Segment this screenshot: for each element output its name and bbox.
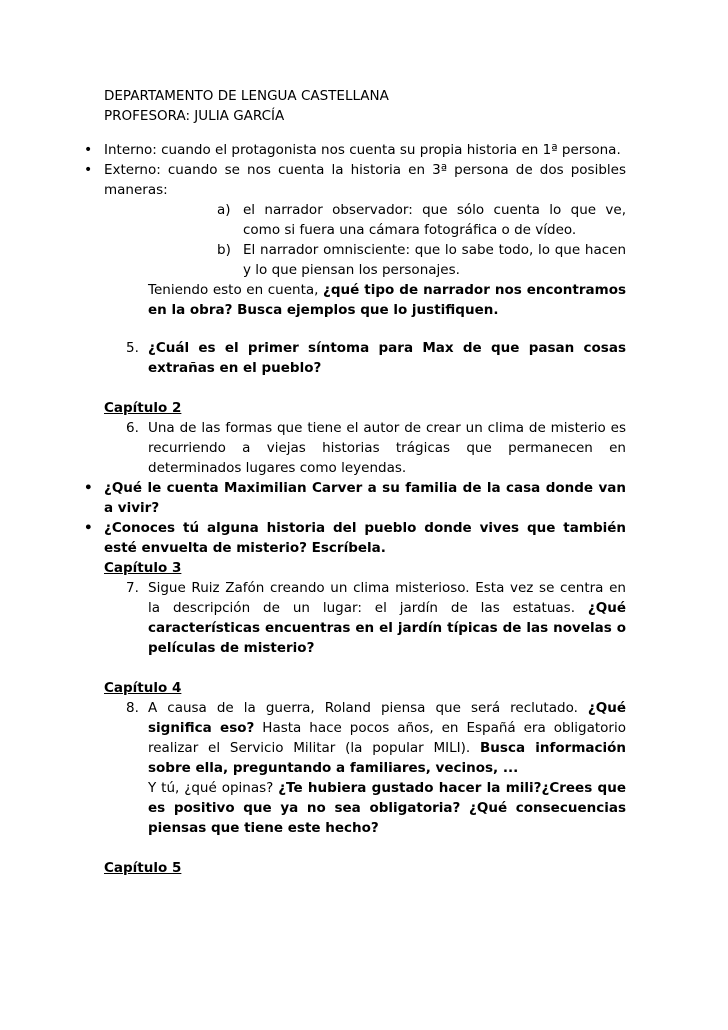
question-8: 8. A causa de la guerra, Roland piensa que será reclutado. ¿Qué significa eso? Hasta hace pocos años, en Españá era obligatorio realizar el Servicio Militar (la popular MILI). Busca información sobre ella, preguntando a familiares, vecinos, ... [126, 700, 627, 776]
chapter-2-bullet-1: • ¿Qué le cuenta Maximilian Carver a su familia de la casa donde van a vivir? [104, 478, 626, 518]
question-8-opinion: Y tú, ¿qué opinas? ¿Te hubiera gustado hacer la mili?¿Crees que es positivo que ya no sea obligatoria? ¿Qué consecuencias piensas que tiene este hecho? [148, 780, 626, 836]
narrator-bullet-internal: • Interno: cuando el protagonista nos cuenta su propia historia en 1ª persona. [104, 140, 626, 160]
narrator-types-list [104, 140, 626, 200]
narrator-subitem-observer: a) el narrador observador: que sólo cuenta lo que ve, como si fuera una cámara fotográfica o de vídeo. [217, 202, 626, 238]
question-narrator: Teniendo esto en cuenta, ¿qué tipo de narrador nos encontramos en la obra? Busca ejemplos que lo justifiquen. [148, 282, 627, 318]
chapter-2-bullet-2: • ¿Conoces tú alguna historia del pueblo donde vives que también esté envuelta de misterio? Escríbela. [104, 518, 626, 558]
chapter-5-heading: Capítulo 5 [104, 860, 182, 876]
narrator-subtypes-list [104, 200, 626, 280]
narrator-bullet-external: • Externo: cuando se nos cuenta la historia en 3ª persona de dos posibles maneras: [104, 160, 626, 200]
question-7: 7. Sigue Ruiz Zafón creando un clima misterioso. Esta vez se centra en la descripción de un lugar: el jardín de las estatuas. ¿Qué características encuentras en el jardín típicas de las novelas o películas de misterio? [126, 580, 626, 656]
chapter-4-heading: Capítulo 4 [104, 680, 182, 696]
teacher-line: PROFESORA: JULIA GARCÍA [104, 108, 285, 124]
document-page [104, 86, 626, 878]
question-5: 5. ¿Cuál es el primer síntoma para Max de que pasan cosas extrañas en el pueblo? [126, 340, 626, 376]
question-6: 6. Una de las formas que tiene el autor de crear un clima de misterio es recurriendo a viejas historias trágicas que permanecen en determinados lugares como leyendas. [126, 420, 626, 476]
narrator-subitem-omniscient: b) El narrador omnisciente: que lo sabe todo, lo que hacen y lo que piensan los personajes. [217, 242, 626, 278]
department-line: DEPARTAMENTO DE LENGUA CASTELLANA [104, 88, 389, 104]
chapter-2-bullets [104, 478, 626, 558]
chapter-3-heading: Capítulo 3 [104, 560, 182, 576]
document-header [104, 86, 626, 126]
chapter-2-heading: Capítulo 2 [104, 400, 182, 416]
